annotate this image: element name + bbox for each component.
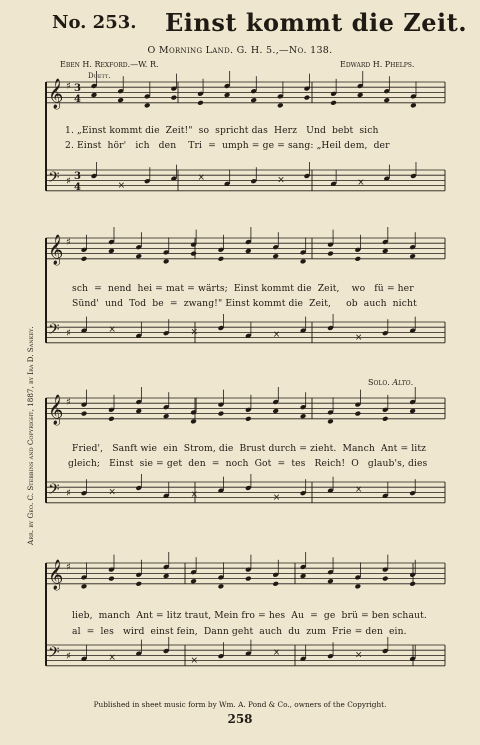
time-signature-icon: 3 bbox=[74, 83, 81, 94]
lyric-line: 2. Einst hör' ich den Tri = umph = ge = sang: „Heil dem, der bbox=[65, 140, 390, 151]
lyric-line: lieb, manch Ant = litz traut, Mein fro = hes Au = ge brü = ben schaut. bbox=[72, 610, 427, 621]
note-head bbox=[354, 411, 361, 417]
time-signature-icon: 4 bbox=[74, 94, 81, 105]
note-head bbox=[330, 100, 337, 106]
note-head bbox=[135, 408, 142, 414]
rest-icon: × bbox=[197, 173, 206, 183]
key-sharp-icon: ♯ bbox=[66, 397, 71, 408]
time-signature-icon: 4 bbox=[74, 182, 81, 193]
rest-icon: × bbox=[190, 327, 199, 338]
rest-icon: × bbox=[108, 487, 116, 498]
note-head bbox=[382, 416, 389, 422]
note-head bbox=[300, 573, 307, 579]
note-head bbox=[163, 573, 170, 579]
rest-icon: × bbox=[272, 492, 281, 503]
note-head bbox=[354, 583, 361, 589]
note-head bbox=[327, 578, 334, 584]
bass-clef-icon: 𝄢 bbox=[48, 644, 60, 665]
note-head bbox=[409, 253, 416, 259]
note-head bbox=[218, 411, 225, 417]
note-head bbox=[170, 95, 177, 101]
rest-icon: × bbox=[190, 655, 199, 666]
bass-clef-icon: 𝄢 bbox=[48, 481, 60, 502]
key-sharp-icon: ♯ bbox=[66, 651, 71, 662]
note-head bbox=[163, 258, 170, 264]
rest-icon: × bbox=[272, 330, 281, 341]
copyright-side-text: Arr. by Geo. C. Stebbins and Copyright, 1887, by Ira D. Sankey. bbox=[26, 326, 35, 545]
rest-icon: × bbox=[354, 332, 363, 343]
key-sharp-icon: ♯ bbox=[66, 237, 71, 248]
footer-publisher: Published in sheet music form by Wm. A. Pond & Co., owners of the Copyright. bbox=[93, 700, 387, 709]
note-head bbox=[327, 418, 334, 424]
rest-icon: × bbox=[354, 650, 363, 661]
note-head bbox=[409, 408, 416, 414]
note-head bbox=[224, 92, 231, 98]
key-sharp-icon: ♯ bbox=[66, 81, 71, 92]
note-head bbox=[135, 253, 142, 259]
solo-label: Solo. Alto. bbox=[368, 378, 414, 387]
note-head bbox=[135, 581, 142, 587]
note-head bbox=[190, 418, 197, 424]
bass-clef-icon: 𝄢 bbox=[48, 169, 60, 190]
note-head bbox=[144, 102, 151, 108]
note-head bbox=[357, 92, 364, 98]
lyric-line: al = les wird einst fein, Dann geht auch du zum Frie = den ein. bbox=[72, 626, 407, 637]
treble-clef-icon: 𝄞 bbox=[48, 395, 64, 425]
duett-label: Duett. bbox=[88, 72, 111, 80]
note-head bbox=[300, 258, 307, 264]
note-head bbox=[91, 92, 98, 98]
note-head bbox=[277, 102, 284, 108]
note-head bbox=[117, 97, 124, 103]
note-head bbox=[108, 248, 115, 254]
subtitle: O Morning Land. G. H. 5.,—No. 138. bbox=[147, 45, 333, 56]
note-head bbox=[108, 576, 115, 582]
rest-icon: × bbox=[190, 490, 199, 501]
page-number: 258 bbox=[227, 712, 253, 726]
rest-icon: × bbox=[277, 175, 285, 186]
rest-icon: × bbox=[354, 485, 363, 495]
lyricist-credit: Eben H. Rexford.—W. R. bbox=[60, 60, 159, 69]
rest-icon: × bbox=[272, 648, 281, 658]
note-head bbox=[81, 583, 88, 589]
note-head bbox=[410, 102, 417, 108]
hymn-title: Einst kommt die Zeit. bbox=[165, 8, 468, 37]
note-head bbox=[304, 95, 311, 101]
lyric-line: sch = nend hei = mat = wärts; Einst kommt die Zeit, wo fü = her bbox=[72, 283, 414, 294]
note-head bbox=[218, 583, 225, 589]
time-signature-icon: 3 bbox=[74, 171, 81, 182]
treble-clef-icon: 𝄞 bbox=[48, 79, 64, 109]
note-head bbox=[163, 413, 170, 419]
rest-icon: × bbox=[117, 180, 126, 191]
note-head bbox=[327, 251, 334, 257]
note-head bbox=[382, 576, 389, 582]
note-head bbox=[272, 408, 279, 414]
note-head bbox=[81, 411, 88, 417]
note-head bbox=[272, 581, 279, 587]
note-head bbox=[382, 248, 389, 254]
composer-credit: Edward H. Phelps. bbox=[340, 60, 415, 69]
note-head bbox=[81, 256, 88, 262]
note-head bbox=[190, 578, 197, 584]
note-head bbox=[383, 97, 390, 103]
note-head bbox=[190, 251, 197, 257]
key-sharp-icon: ♯ bbox=[66, 488, 71, 499]
note-head bbox=[197, 100, 204, 106]
lyric-line: 1. „Einst kommt die Zeit!" so spricht das Herz Und bebt sich bbox=[65, 125, 379, 136]
note-head bbox=[272, 253, 279, 259]
note-head bbox=[250, 97, 257, 103]
note-head bbox=[245, 416, 252, 422]
note-head bbox=[218, 256, 225, 262]
rest-icon: × bbox=[108, 325, 116, 335]
note-head bbox=[409, 581, 416, 587]
key-sharp-icon: ♯ bbox=[66, 176, 71, 187]
note-head bbox=[245, 248, 252, 254]
key-sharp-icon: ♯ bbox=[66, 562, 71, 573]
rest-icon: × bbox=[357, 178, 365, 189]
note-head bbox=[300, 413, 307, 419]
rest-icon: × bbox=[108, 653, 116, 664]
note-head bbox=[354, 256, 361, 262]
lyric-line: Sünd' und Tod be = zwang!" Einst kommt die Zeit, ob auch nicht bbox=[72, 298, 417, 309]
note-head bbox=[108, 416, 115, 422]
note-head bbox=[245, 576, 252, 582]
treble-clef-icon: 𝄞 bbox=[48, 235, 64, 265]
hymn-number: No. 253. bbox=[52, 12, 137, 33]
lyric-line: gleich; Einst sie = get den = noch Got = tes Reich! O glaub's, dies bbox=[68, 458, 428, 469]
lyric-line: Fried', Sanft wie ein Strom, die Brust durch = zieht. Manch Ant = litz bbox=[72, 443, 427, 454]
key-sharp-icon: ♯ bbox=[66, 328, 71, 339]
treble-clef-icon: 𝄞 bbox=[48, 560, 64, 590]
bass-clef-icon: 𝄢 bbox=[48, 321, 60, 342]
